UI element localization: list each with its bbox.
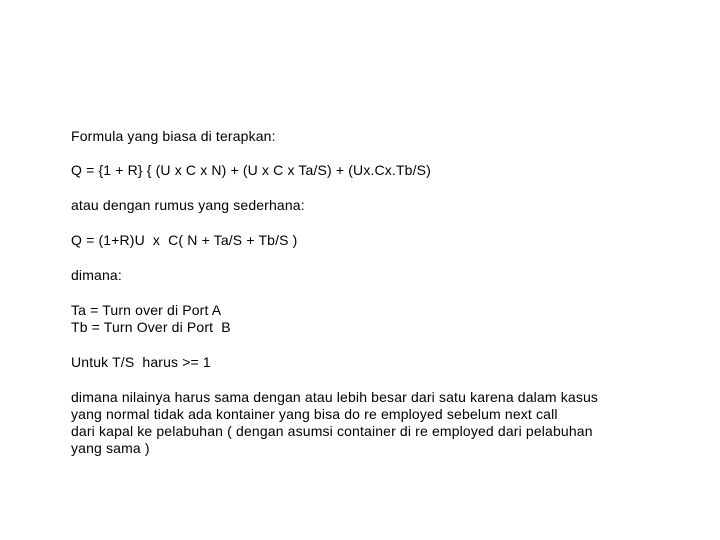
explanation-line: yang normal tidak ada kontainer yang bisa do re employed sebelum next call: [71, 406, 558, 422]
explanation-line: dimana nilainya harus sama dengan atau lebih besar dari satu karena dalam kasus: [71, 389, 599, 405]
formula-full: Q = {1 + R} { (U x C x N) + (U x C x Ta/S) + (Ux.Cx.Tb/S): [71, 162, 431, 178]
formula-intro: Formula yang biasa di terapkan:: [71, 128, 276, 144]
definition-ta: Ta = Turn over di Port A: [71, 302, 222, 318]
formula-simple: Q = (1+R)U x C( N + Ta/S + Tb/S ): [71, 232, 298, 248]
simple-formula-intro: atau dengan rumus yang sederhana:: [71, 197, 305, 213]
definition-tb: Tb = Turn Over di Port B: [71, 319, 231, 335]
explanation-line: dari kapal ke pelabuhan ( dengan asumsi container di re employed dari pelabuhan: [71, 423, 593, 439]
definitions-list: [71, 302, 691, 336]
explanation-line: yang sama ): [71, 440, 150, 456]
where-label: dimana:: [71, 267, 122, 283]
condition-text: Untuk T/S harus >= 1: [71, 354, 211, 370]
slide-content: [71, 128, 691, 457]
explanation-paragraph: [71, 389, 691, 457]
